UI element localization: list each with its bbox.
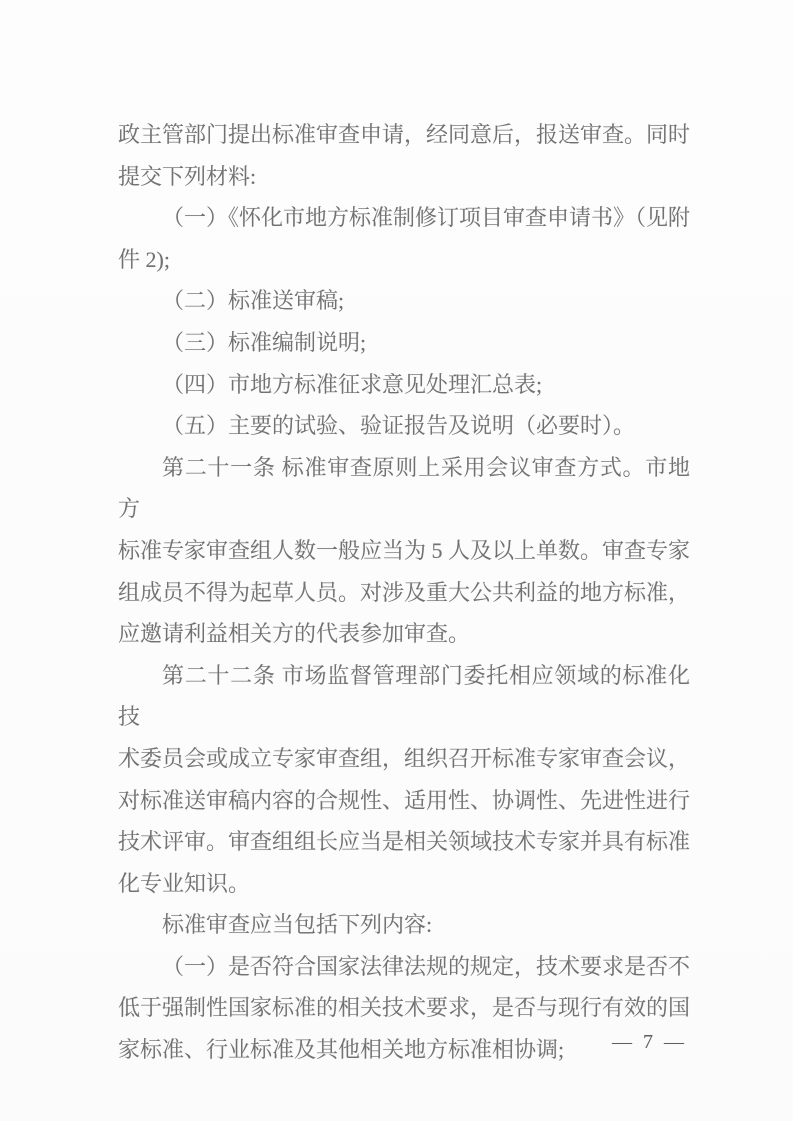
text-line: 化专业知识。 xyxy=(118,870,251,896)
text-line: 第二十一条 标准审查原则上采用会议审查方式。市地方 xyxy=(118,454,690,522)
text-line: （五）主要的试验、验证报告及说明（必要时）。 xyxy=(162,413,636,439)
text-line: 政主管部门提出标准审查申请，经同意后，报送审查。同时 xyxy=(118,122,691,147)
text-line: （二）标准送审稿; xyxy=(162,288,345,314)
text-line: （一）《怀化市地方标准制修订项目审查申请书》（见附 xyxy=(162,205,691,231)
text-line: 提交下列材料: xyxy=(118,163,257,189)
text-line: 标准审查应当包括下列内容: xyxy=(162,912,433,938)
text-line: 技术评审。审查组组长应当是相关领域技术专家并具有标准 xyxy=(118,829,691,855)
text-line: （三）标准编制说明; xyxy=(162,329,367,355)
text-line: 第二十二条 市场监督管理部门委托相应领域的标准化技 xyxy=(118,662,690,730)
text-line: 件 2); xyxy=(118,246,170,272)
text-line: 应邀请利益相关方的代表参加审查。 xyxy=(118,621,471,647)
text-line: 对标准送审稿内容的合规性、适用性、协调性、先进性进行 xyxy=(118,787,691,813)
text-line: 标准专家审查组人数一般应当为 5 人及以上单数。审查专家 xyxy=(118,537,691,563)
text-line: 术委员会或成立专家审查组，组织召开标准专家审查会议， xyxy=(118,745,691,771)
page-number: — 7 — xyxy=(612,1031,687,1053)
text-line: （四）市地方标准征求意见处理汇总表; xyxy=(162,371,543,397)
document-body xyxy=(118,114,690,1071)
text-line: 低于强制性国家标准的相关技术要求，是否与现行有效的国 xyxy=(118,995,691,1021)
text-line: 家标准、行业标准及其他相关地方标准相协调; xyxy=(118,1037,565,1063)
text-line: （一）是否符合国家法律法规的规定，技术要求是否不 xyxy=(162,953,691,979)
text-line: 组成员不得为起草人员。对涉及重大公共利益的地方标准， xyxy=(118,579,691,605)
